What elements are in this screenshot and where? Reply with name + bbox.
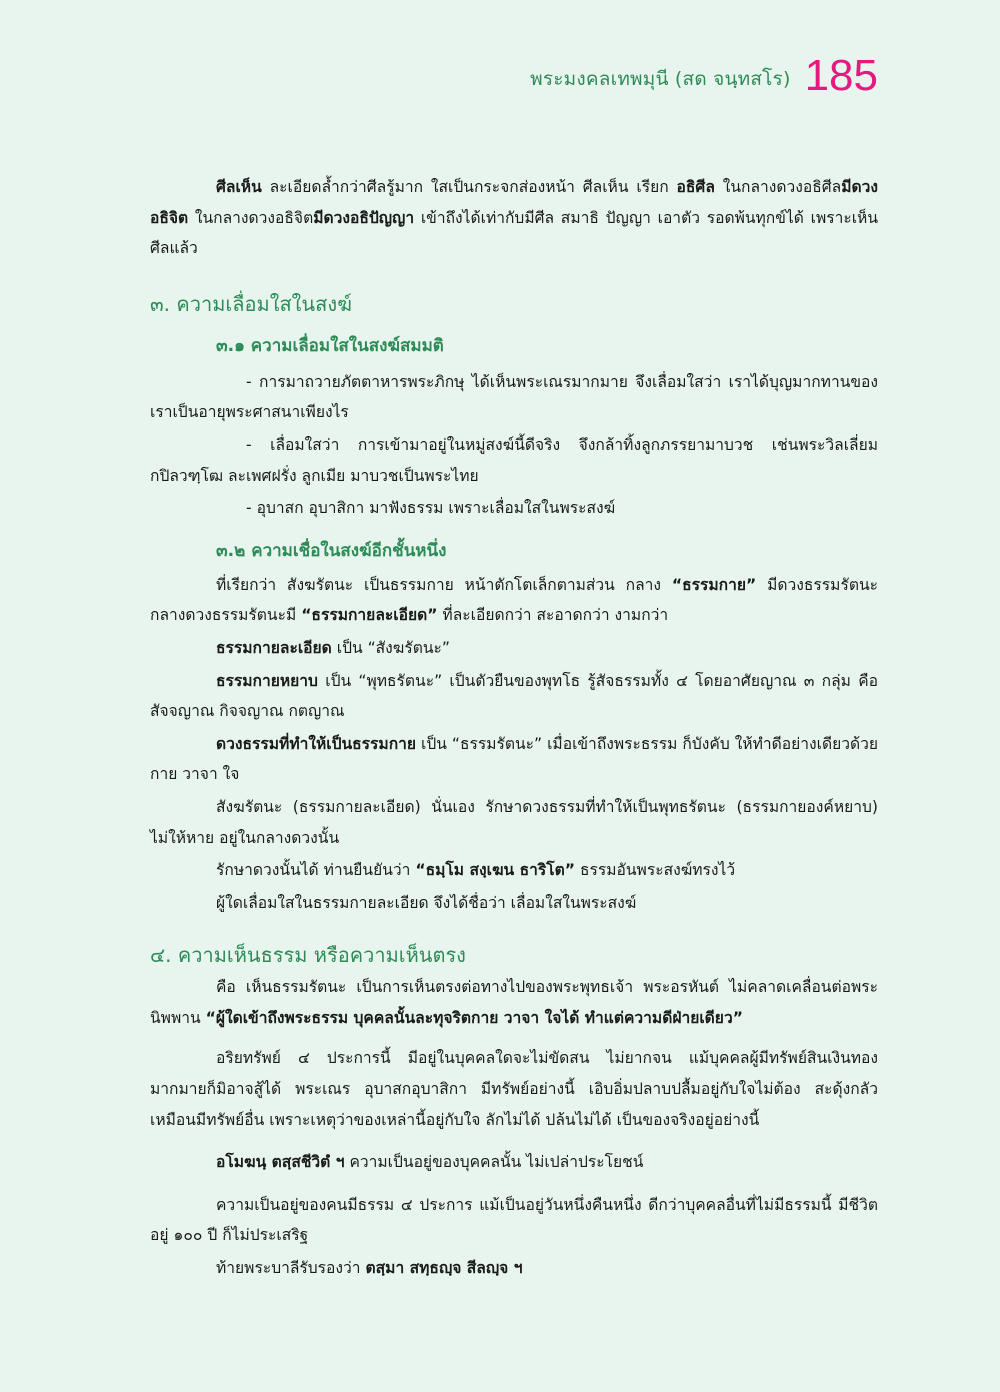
paragraph: สังฆรัตนะ (ธรรมกายละเอียด) นั่นเอง รักษาดวงธรรมที่ทำให้เป็นพุทธรัตนะ (ธรรมกายองค์หยาบ) ไม่ให้หาย อยู่ในกลางดวงนั้น (150, 797, 878, 847)
header-author: พระมงคลเทพมุนี (สด จนฺทสโร) (530, 68, 791, 90)
bold-term: ธรรมกายหยาบ (216, 671, 318, 690)
text-run: เป็น “สังฆรัตนะ” (331, 638, 450, 657)
text-run: ในกลางดวงอธิจิต (188, 208, 314, 227)
paragraph (150, 972, 878, 1033)
pali-quote: อโมฆนฺ ตสฺสชีวิตํ ฯ (216, 1153, 345, 1172)
paragraph: ผู้ใดเลื่อมใสในธรรมกายละเอียด จึงได้ชื่อว่า เลื่อมใสในพระสงฆ์ (216, 893, 637, 912)
paragraph (150, 570, 878, 631)
bold-term: ศีลเห็น (216, 178, 262, 196)
text-run: มีดวงธรรมรัตนะ กลางดวงธรรมรัตนะมี (150, 575, 878, 625)
bold-term: “ธรรมกายละเอียด” (301, 606, 438, 625)
text-run: รักษาดวงนั้นได้ ท่านยืนยันว่า (216, 861, 416, 880)
text-run: ท้ายพระบาลีรับรองว่า (216, 1259, 366, 1278)
running-header (530, 51, 878, 100)
text-run: คือ เห็นธรรมรัตนะ เป็นการเห็นตรงต่อทางไปของพระพุทธเจ้า พระอรหันต์ ไม่คลาดเคลื่อนต่อพระนิพพาน (150, 978, 878, 1027)
section-3-2-heading: ๓.๒ ความเชื่อในสงฆ์อีกชั้นหนึ่ง (216, 540, 447, 561)
text-run: ความเป็นอยู่ของบุคคลนั้น ไม่เปล่าประโยชน์ (344, 1153, 644, 1172)
bold-term: มีดวงอธิจิต (150, 178, 878, 227)
text-run: เข้าถึงได้เท่ากับมีศีล สมาธิ ปัญญา เอาตัว รอดพ้นทุกข์ได้ เพราะเห็นศีลแล้ว (150, 208, 878, 258)
text-run: เป็น “ธรรมรัตนะ” เมื่อเข้าถึงพระธรรม ก็บังคับ ให้ทำดีอย่างเดียวด้วยกาย วาจา ใจ (150, 734, 878, 784)
section-4-heading: ๔. ความเห็นธรรม หรือความเห็นตรง (150, 943, 466, 968)
page-body (150, 172, 878, 1284)
paragraph (150, 666, 878, 727)
bold-term: ดวงธรรมที่ทำให้เป็นธรรมกาย (216, 734, 417, 753)
pali-quote: “ธมฺโม สงฺเฆน ธาริโต” (415, 861, 576, 880)
paragraph (150, 1147, 878, 1178)
bold-quote: “ผู้ใดเข้าถึงพระธรรม บุคคลนั้นละทุจริตกาย วาจา ใจได้ ทำแต่ความดีฝ่ายเดียว” (205, 1008, 743, 1027)
pali-quote: ตสฺมา สทฺธญฺจ สีลญฺจ ฯ (365, 1259, 523, 1278)
paragraph (150, 1253, 878, 1284)
section-3-1-heading: ๓.๑ ความเลื่อมใสในสงฆ์สมมติ (216, 335, 444, 356)
intro-paragraph (150, 172, 878, 264)
paragraph: อริยทรัพย์ ๔ ประการนี้ มีอยู่ในบุคคลใดจะไม่ขัดสน ไม่ยากจน แม้บุคคลผู้มีทรัพย์สินเงินทอง มากมายก็มิอาจสู้ได้ พระเณร อุบาสกอุบาสิกา มีทรัพย์อย่างนี้ เอิบอิ่มปลาบปลื้มอยู่กับใจไม่ต้อง สะดุ้งกลัวเหมือนมีทรัพย์อื่น เพราะเหตุว่าของเหล่านี้อยู่กับใจ ลักไม่ได้ ปล้นไม่ได้ เป็นของจริงอยู่อย่างนี้ (150, 1049, 878, 1129)
paragraph (150, 729, 878, 790)
paragraph (150, 633, 878, 664)
bold-term: “ธรรมกาย” (671, 575, 757, 594)
text-run: ที่เรียกว่า สังฆรัตนะ เป็นธรรมกาย หน้าตักโตเล็กตามส่วน กลาง (216, 575, 672, 594)
list-item: - อุบาสก อุบาสิกา มาฟังธรรม เพราะเลื่อมใสในพระสงฆ์ (246, 499, 616, 518)
section-3-heading: ๓. ความเลื่อมใสในสงฆ์ (150, 291, 352, 316)
text-run: ละเอียดล้ำกว่าศีลรู้มาก ใสเป็นกระจกส่องหน้า ศีลเห็น เรียก (261, 178, 677, 196)
bold-term: อธิศีล (676, 178, 715, 196)
paragraph (150, 855, 878, 886)
text-run: เป็น “พุทธรัตนะ” เป็นตัวยืนของพุทโธ รู้สัจธรรมทั้ง ๔ โดยอาศัยญาณ ๓ กลุ่ม คือ สัจจญาณ กิจจญาณ กตญาณ (150, 671, 878, 721)
paragraph: ความเป็นอยู่ของคนมีธรรม ๔ ประการ แม้เป็นอยู่วันหนึ่งคืนหนึ่ง ดีกว่าบุคคลอื่นที่ไม่มีธรรมนี้ มีชีวิตอยู่ ๑๐๐ ปี ก็ไม่ประเสริฐ (150, 1195, 878, 1245)
bold-term: ธรรมกายละเอียด (216, 638, 332, 657)
text-run: ธรรมอันพระสงฆ์ทรงไว้ (575, 861, 736, 880)
bold-term: มีดวงอธิปัญญา (313, 208, 415, 227)
list-item: - เลื่อมใสว่า การเข้ามาอยู่ในหมู่สงฆ์นี้ดีจริง จึงกล้าทิ้งลูกภรรยามาบวช เช่นพระวิลเลี่ยม กปิลวฑฺโฒ ละเพศฝรั่ง ลูกเมีย มาบวชเป็นพระไทย (150, 435, 878, 485)
page-number: 185 (804, 51, 878, 100)
list-item: - การมาถวายภัตตาหารพระภิกษุ ได้เห็นพระเณรมากมาย จึงเลื่อมใสว่า เราได้บุญมากทานของเราเป็นอายุพระศาสนาเพียงไร (150, 372, 878, 422)
text-run: ในกลางดวงอธิศีล (714, 178, 842, 196)
text-run: ที่ละเอียดกว่า สะอาดกว่า งามกว่า (437, 606, 669, 625)
